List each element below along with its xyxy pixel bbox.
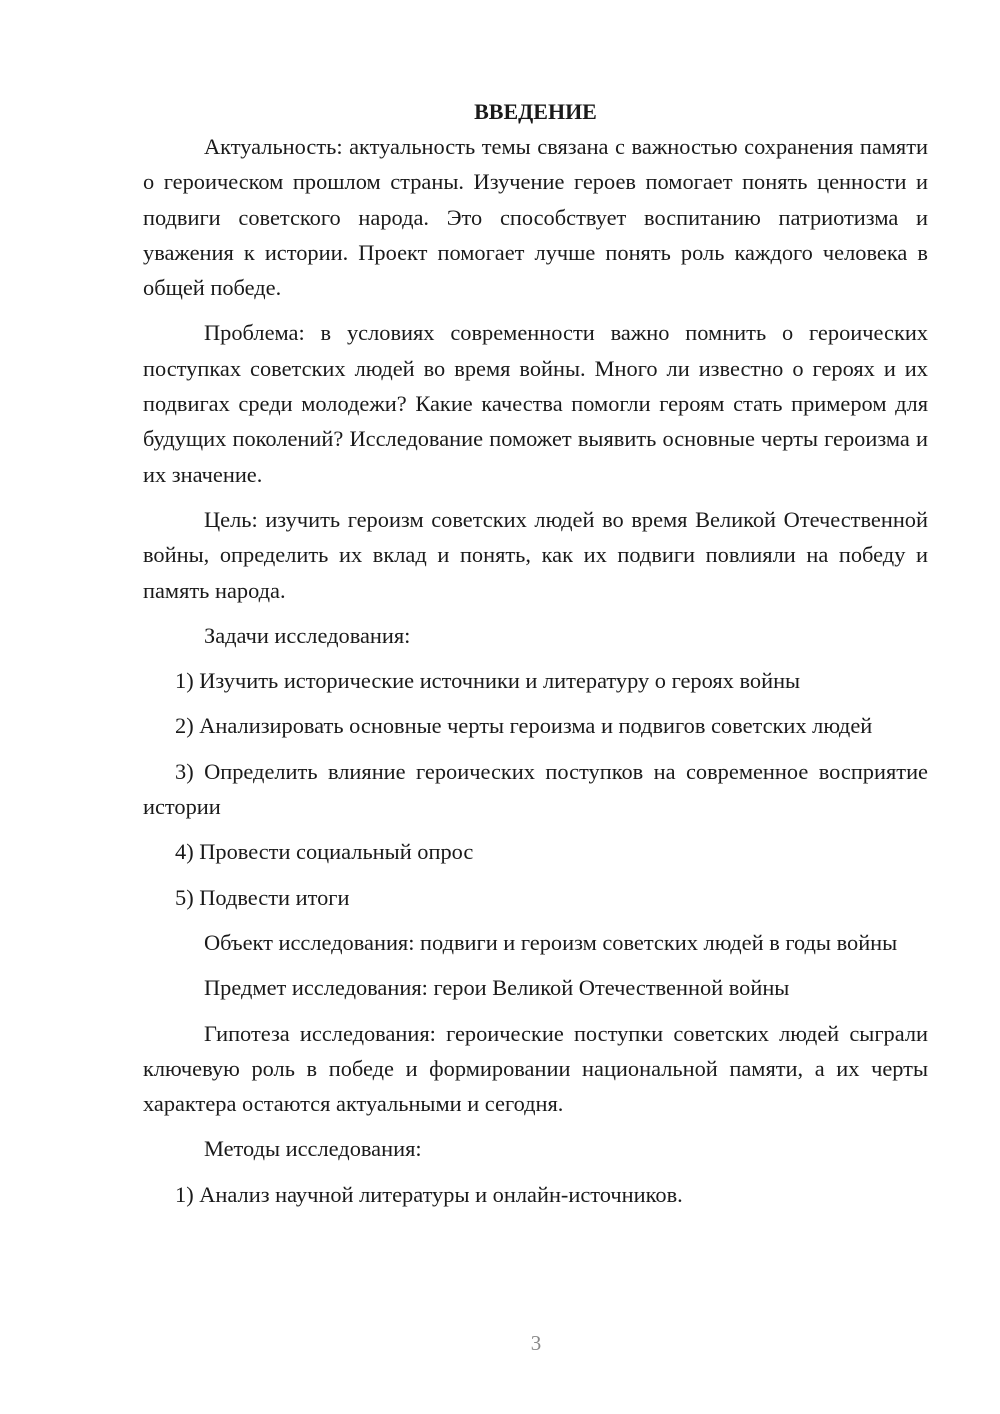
task-item-5: 5) Подвести итоги <box>175 884 350 910</box>
paragraph-subject: Предмет исследования: герои Великой Отечественной войны <box>204 975 790 1001</box>
document-page <box>143 90 928 1222</box>
task-item-1: 1) Изучить исторические источники и литературу о героях войны <box>175 668 801 694</box>
page-number: 3 <box>530 1331 542 1355</box>
paragraph-goal: Цель: изучить героизм советских людей во время Великой Отечественной войны, определить их вклад и понять, как их подвиги повлияли на победу и память народа. <box>143 506 928 603</box>
paragraph-methods-heading: Методы исследования: <box>204 1136 422 1162</box>
section-title: ВВЕДЕНИЕ <box>474 99 597 124</box>
paragraph-tasks-heading: Задачи исследования: <box>204 622 411 648</box>
method-item-1: 1) Анализ научной литературы и онлайн-источников. <box>175 1181 683 1207</box>
paragraph-problem: Проблема: в условиях современности важно помнить о героических поступках советских людей во время войны. Много ли известно о героях и их подвигах среди молодежи? Какие качества помогли героям стать примером для будущих поколений? Исследование поможет выявить основные черты героизма и их значение. <box>143 320 928 487</box>
task-item-2: 2) Анализировать основные черты героизма и подвигов советских людей <box>175 713 873 739</box>
task-item-3: 3) Определить влияние героических поступков на современное восприятие истории <box>143 758 928 820</box>
paragraph-object: Объект исследования: подвиги и героизм советских людей в годы войны <box>204 929 898 955</box>
task-item-4: 4) Провести социальный опрос <box>175 839 474 865</box>
paragraph-hypothesis: Гипотеза исследования: героические поступки советских людей сыграли ключевую роль в победе и формировании национальной памяти, а их черты характера остаются актуальными и сегодня. <box>143 1020 928 1117</box>
paragraph-relevance: Актуальность: актуальность темы связана с важностью сохранения памяти о героическом прошлом страны. Изучение героев помогает понять ценности и подвиги советского народа. Это способствует воспитанию патриотизма и уважения к истории. Проект помогает лучше понять роль каждого человека в общей победе. <box>143 134 928 301</box>
